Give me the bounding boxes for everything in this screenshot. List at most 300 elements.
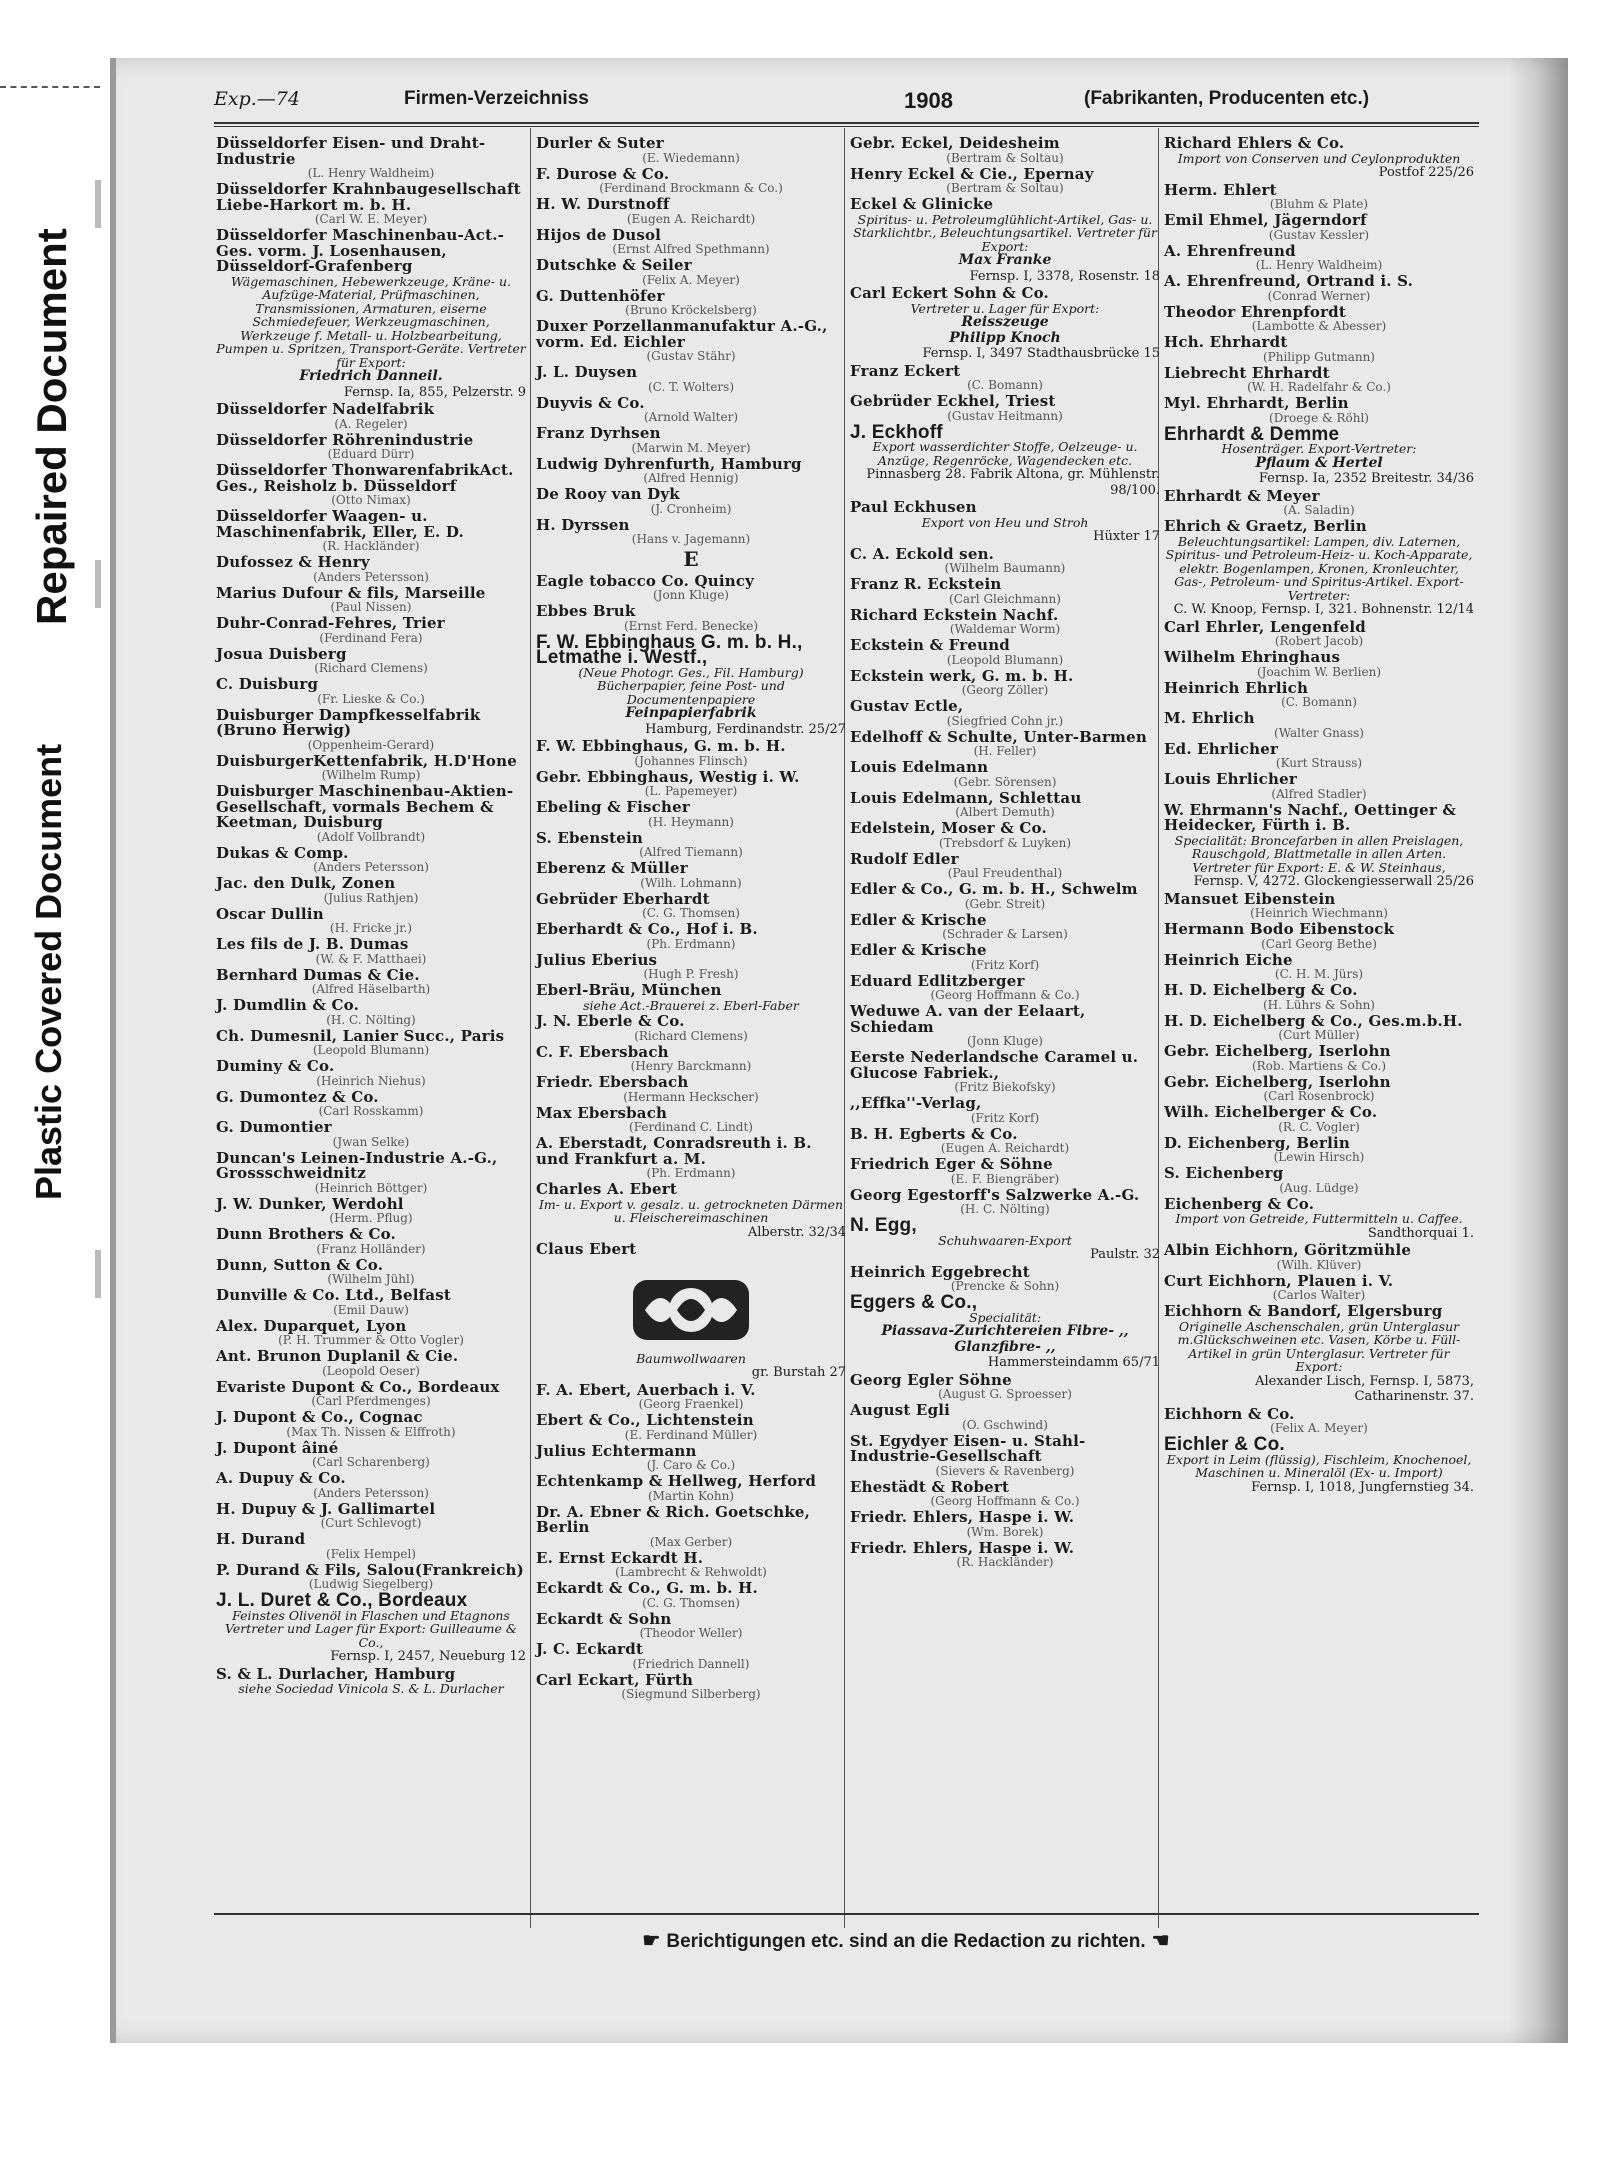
agent-name: (Martin Kohn)	[647, 1488, 735, 1503]
agent-name: (Richard Clemens)	[634, 1028, 748, 1043]
company-name: Albin Eichhorn, Göritzmühle	[1164, 1241, 1412, 1259]
agent-name: (E. Wiedemann)	[642, 150, 740, 165]
directory-entry	[850, 638, 1160, 667]
directory-entry	[1164, 302, 1474, 334]
directory-entry	[216, 1560, 526, 1592]
company-name: Henry Eckel & Cie., Epernay	[850, 164, 1094, 183]
agent-name: (L. Henry Waldheim)	[1255, 258, 1383, 272]
directory-entry	[850, 699, 1160, 728]
directory-entry	[1164, 1166, 1474, 1195]
agent-name: (Felix Hempel)	[326, 1546, 416, 1561]
directory-entry	[216, 1120, 526, 1149]
directory-entry	[1164, 136, 1474, 181]
representative: Feinpapierfabrik	[625, 705, 757, 721]
agent-name: (Felix A. Meyer)	[1270, 1421, 1368, 1435]
agent-name: (R. C. Vogler)	[1278, 1119, 1360, 1134]
agent-name: (Anders Petersson)	[313, 569, 429, 584]
company-name: DuisburgerKettenfabrik, H.D'Hone	[216, 751, 517, 770]
directory-entry	[216, 751, 526, 783]
directory-entry	[850, 788, 1160, 820]
directory-entry	[536, 922, 846, 951]
company-name: Alex. Duparquet, Lyon	[216, 1316, 407, 1335]
company-name: Dukas & Comp.	[216, 843, 349, 862]
page-subtitle: (Fabrikanten, Producenten etc.)	[1084, 88, 1370, 109]
agent-name: (Albert Demuth)	[955, 805, 1055, 819]
description: Export wasserdichter Stoffe, Oelzeuge- u. Anzüge, Regenröcke, Wagendecken etc.	[872, 439, 1138, 468]
agent-name: (P. H. Trummer & Otto Vogler)	[278, 1333, 464, 1347]
directory-entry	[850, 544, 1160, 576]
company-name: F. A. Ebert, Auerbach i. V.	[536, 1380, 756, 1399]
directory-entry	[536, 1413, 846, 1442]
directory-entry	[216, 1227, 526, 1256]
directory-entry	[850, 1510, 1160, 1539]
header-rule	[214, 126, 1479, 127]
company-name: Friedr. Ehlers, Haspe i. W.	[850, 1538, 1075, 1557]
directory-entry	[216, 965, 526, 997]
company-name: Eichhorn & Bandorf, Elgersburg	[1164, 1302, 1443, 1320]
company-name: S. Eichenberg	[1164, 1164, 1284, 1182]
repaired-document-label: Repaired Document	[28, 228, 75, 625]
company-name: Ebeling & Fischer	[536, 798, 690, 816]
agent-name: (Ferdinand Fera)	[319, 630, 423, 645]
directory-entry	[1164, 180, 1474, 212]
agent-name: (Wilh. Lohmann)	[640, 875, 742, 890]
directory-entry	[1164, 396, 1474, 425]
company-name: Jac. den Dulk, Zonen	[216, 874, 396, 892]
company-name: Friedr. Ehlers, Haspe i. W.	[850, 1508, 1075, 1526]
agent-name: (Georg Hoffmann & Co.)	[930, 988, 1080, 1002]
address: Hammersteindamm 65/71	[987, 1355, 1160, 1370]
company-name: Louis Edelmann, Schlettau	[850, 788, 1082, 807]
agent-name: (Hans v. Jagemann)	[631, 532, 751, 546]
company-name: H. D. Eichelberg & Co., Ges.m.b.H.	[1164, 1011, 1463, 1030]
directory-entry	[536, 1136, 846, 1180]
directory-entry	[1164, 650, 1474, 679]
agent-name: (Siegfried Cohn jr.)	[946, 713, 1064, 728]
company-name: Louis Edelmann	[850, 758, 989, 776]
page-header	[214, 80, 1479, 118]
company-name: C. Duisburg	[216, 675, 319, 693]
directory-entry	[850, 1157, 1160, 1186]
directory-entry	[1164, 1404, 1474, 1436]
description: Im- u. Export v. gesalz. u. getrockneten Därmen u. Fleischereimaschinen	[538, 1196, 844, 1225]
directory-entry	[1164, 1434, 1474, 1495]
directory-entry	[536, 1548, 846, 1580]
directory-entry	[1164, 363, 1474, 395]
company-name: F. W. Ebbinghaus G. m. b. H., Letmathe i. Westf.,	[536, 631, 803, 668]
agent-name: (Adolf Vollbrandt)	[316, 829, 426, 844]
company-name: J. C. Eckardt	[536, 1640, 644, 1658]
company-name: Julius Echtermann	[536, 1441, 697, 1460]
directory-entry	[216, 1087, 526, 1119]
company-name: Ludwig Dyhrenfurth, Hamburg	[536, 454, 802, 473]
description: Originelle Aschenschalen, grün Unterglasur m.Glückschweinen etc. Vasen, Körbe u. Füll-Artikel in grün Unterglasur. Vertreter für Export:	[1177, 1318, 1461, 1374]
directory-entry	[850, 1538, 1160, 1570]
agent-name: (Joachim W. Berlien)	[1256, 664, 1382, 679]
address: Alexander Lisch, Fernsp. I, 5873, Catharinenstr. 37.	[1255, 1373, 1474, 1404]
directory-entry	[536, 1380, 846, 1412]
company-name: Edler & Krische	[850, 910, 987, 929]
agent-name: (R. Hackländer)	[322, 539, 420, 553]
directory-entry	[1164, 711, 1474, 740]
agent-name: (H. Fricke jr.)	[329, 921, 413, 935]
agent-name: (Eugen A. Reichardt)	[940, 1141, 1070, 1155]
address: Pinnasberg 28. Fabrik Altona, gr. Mühlenstr. 98/100.	[866, 467, 1160, 498]
directory-entry	[850, 1124, 1160, 1156]
directory-entry	[536, 258, 846, 287]
company-name: Marius Dufour & fils, Marseille	[216, 583, 486, 602]
agent-name: (Henry Barckmann)	[630, 1059, 752, 1073]
directory-entry	[216, 1499, 526, 1531]
company-name: Echtenkamp & Hellweg, Herford	[536, 1472, 817, 1490]
agent-name: (Eugen A. Reichardt)	[626, 211, 756, 226]
directory-entry	[850, 1262, 1160, 1294]
directory-entry	[216, 1471, 526, 1500]
directory-entry	[850, 1477, 1160, 1509]
agent-name: (Richard Clemens)	[314, 661, 428, 675]
directory-entry	[1164, 335, 1474, 364]
company-name: Gebrüder Eberhardt	[536, 889, 710, 908]
company-name: Gebr. Ebbinghaus, Westig i. W.	[536, 767, 800, 786]
agent-name: (Herm. Pflug)	[329, 1211, 413, 1225]
directory-entry	[216, 555, 526, 584]
agent-name: (Kurt Strauss)	[1275, 756, 1363, 770]
directory-entry	[850, 1185, 1160, 1217]
agent-name: (J. Cronheim)	[650, 501, 732, 516]
agent-name: (Wilhelm Baumann)	[944, 561, 1066, 575]
company-name: J. Dupont âiné	[216, 1438, 339, 1457]
agent-name: (Wilhelm Rump)	[321, 768, 421, 782]
directory-entry	[536, 739, 846, 768]
agent-name: (Max Gerber)	[649, 1534, 733, 1549]
directory-entry	[216, 1377, 526, 1409]
representative: Reisszeuge	[961, 314, 1049, 330]
agent-name: (Lambotte & Abesser)	[1251, 319, 1387, 333]
company-name: Eberenz & Müller	[536, 859, 688, 877]
directory-entry	[1164, 739, 1474, 771]
directory-entry	[850, 727, 1160, 759]
directory-entry	[536, 1581, 846, 1610]
company-name: Eagle tobacco Co. Quincy	[536, 571, 755, 590]
directory-entry	[850, 164, 1160, 196]
company-name: Mansuet Eibenstein	[1164, 889, 1336, 908]
company-name: Eckstein werk, G. m. b. H.	[850, 666, 1074, 685]
agent-name: (Gustav Kessler)	[1268, 227, 1370, 242]
agent-name: (Walter Gnass)	[1274, 725, 1364, 740]
header-rule	[214, 122, 1479, 124]
company-name: Friedrich Eger & Söhne	[850, 1155, 1053, 1173]
year: 1908	[904, 88, 953, 113]
agent-name: (Jonn Kluge)	[653, 588, 729, 602]
company-name: H. Dyrssen	[536, 515, 630, 534]
footer-rule	[214, 1913, 1479, 1915]
address: Fernsp. I, 1018, Jungfernstieg 34.	[1251, 1479, 1474, 1495]
directory-entry	[850, 882, 1160, 911]
directory-entry	[216, 1255, 526, 1287]
agent-name: (Alfred Tiemann)	[639, 845, 743, 859]
agent-name: (H. Lührs & Sohn)	[1263, 997, 1375, 1012]
representative: Philipp Knoch	[949, 329, 1061, 346]
agent-name: (H. C. Nölting)	[326, 1012, 416, 1027]
agent-name: (Hugh P. Fresh)	[643, 967, 739, 981]
directory-entry	[536, 571, 846, 603]
directory-entry	[850, 1370, 1160, 1402]
agent-name: (Otto Nimax)	[331, 493, 411, 507]
agent-name: (Bruno Kröckelsberg)	[625, 303, 757, 317]
directory-entry	[1164, 772, 1474, 801]
agent-name: (Fritz Korf)	[970, 957, 1040, 972]
company-name: Duminy & Co.	[216, 1057, 335, 1075]
company-name: Ehrhardt & Demme	[1164, 423, 1340, 445]
company-name: Duisburger Dampfkesselfabrik (Bruno Herwig)	[216, 705, 481, 739]
plastic-covered-document-label: Plastic Covered Document	[28, 743, 69, 1200]
agent-name: (Bluhm & Plate)	[1269, 197, 1369, 211]
company-name: Hijos de Dusol	[536, 225, 662, 244]
company-name: J. N. Eberle & Co.	[536, 1012, 685, 1030]
directory-entry	[536, 1182, 846, 1240]
company-name: Liebrecht Ehrhardt	[1164, 363, 1330, 382]
company-name: G. Duttenhöfer	[536, 286, 665, 305]
company-name: Duncan's Leinen-Industrie A.-G., Grossschweidnitz	[216, 1148, 498, 1182]
company-name: Eberhardt & Co., Hof i. B.	[536, 920, 758, 938]
directory-entry	[536, 1042, 846, 1074]
company-name: Richard Ehlers & Co.	[1164, 134, 1345, 152]
directory-entry	[850, 394, 1160, 423]
company-name: Charles A. Ebert	[536, 1180, 677, 1198]
directory-column-4	[1164, 136, 1474, 1497]
directory-entry	[536, 1670, 846, 1702]
page-shadow	[1508, 58, 1568, 2043]
agent-name: (Trebsdorf & Luyken)	[938, 835, 1072, 850]
address: Postfof 225/26	[1378, 165, 1474, 180]
directory-entry	[536, 1242, 846, 1381]
agent-name: (C. Bomann)	[967, 378, 1043, 392]
directory-entry	[850, 1403, 1160, 1432]
directory-entry	[216, 1316, 526, 1348]
directory-entry	[850, 666, 1160, 698]
agent-name: (C. H. M. Jürs)	[1274, 967, 1364, 981]
representative: Pflaum & Hertel	[1255, 454, 1383, 471]
agent-name: (Bertram & Soltau)	[946, 150, 1064, 165]
agent-name: (Jwan Selke)	[332, 1134, 410, 1149]
company-name: Gebrüder Eckhel, Triest	[850, 392, 1056, 410]
company-name: Edelhoff & Schulte, Unter-Barmen	[850, 727, 1147, 746]
company-name: Ehrhardt & Meyer	[1164, 486, 1320, 505]
directory-entry	[216, 616, 526, 645]
company-name: Dunn, Sutton & Co.	[216, 1255, 384, 1274]
company-name: Düsseldorfer Maschinenbau-Act.-Ges. vorm. J. Losenhausen, Düsseldorf-Grafenberg	[216, 226, 505, 275]
company-name: W. Ehrmann's Nachf., Oettinger & Heidecker, Fürth i. B.	[1164, 800, 1457, 834]
company-name: J. L. Duret & Co., Bordeaux	[216, 1590, 468, 1611]
address: Paulstr. 32	[1090, 1247, 1160, 1262]
address: gr. Burstah 27	[751, 1365, 846, 1380]
directory-entry	[1164, 1304, 1474, 1405]
representative: Piassava-Zurichtereien Fibre- ,, Glanzfibre- ,,	[881, 1323, 1129, 1355]
company-name: B. H. Egberts & Co.	[850, 1124, 1018, 1143]
company-name: Düsseldorfer Nadelfabrik	[216, 400, 435, 418]
directory-entry	[1164, 617, 1474, 649]
company-name: Julius Eberius	[536, 950, 658, 969]
company-name: Edelstein, Moser & Co.	[850, 819, 1047, 837]
company-name: A. Eberstadt, Conradsreuth i. B. und Frankfurt a. M.	[536, 1134, 812, 1168]
directory-entry	[1164, 1105, 1474, 1134]
agent-name: (Alfred Häselbarth)	[311, 982, 431, 996]
agent-name: (Carl Pferdmenges)	[311, 1394, 431, 1408]
directory-entry	[216, 843, 526, 875]
directory-entry	[536, 1103, 846, 1135]
company-name: H. D. Eichelberg & Co.	[1164, 981, 1358, 999]
company-name: Heinrich Eggebrecht	[850, 1262, 1030, 1281]
agent-name: (Marwin M. Meyer)	[631, 440, 751, 455]
agent-name: (August G. Sproesser)	[938, 1387, 1072, 1401]
agent-name: (E. F. Biengräber)	[950, 1171, 1060, 1186]
company-name: Heinrich Eiche	[1164, 950, 1293, 969]
directory-entry	[850, 1215, 1160, 1263]
description: Hosenträger. Export-Vertreter:	[1221, 441, 1417, 456]
directory-entry	[850, 821, 1160, 850]
agent-name: (C. Bomann)	[1281, 695, 1357, 709]
company-name: G. Dumontier	[216, 1118, 332, 1136]
directory-entry	[1164, 274, 1474, 303]
directory-entry	[536, 197, 846, 226]
agent-name: (Droege & Röhl)	[1269, 410, 1369, 425]
agent-name: (Ernst Alfred Spethmann)	[612, 242, 770, 256]
directory-entry	[1164, 213, 1474, 242]
company-name: Carl Ehrler, Lengenfeld	[1164, 617, 1366, 636]
agent-name: (Fritz Korf)	[970, 1110, 1040, 1125]
directory-entry	[1164, 678, 1474, 710]
company-name: Myl. Ehrhardt, Berlin	[1164, 394, 1349, 412]
directory-entry	[216, 998, 526, 1027]
page-title: Firmen-Verzeichniss	[404, 88, 589, 109]
company-name: Ed. Ehrlicher	[1164, 739, 1279, 758]
description: siehe Act.-Brauerei z. Eberl-Faber	[583, 997, 799, 1013]
company-name: Paul Eckhusen	[850, 498, 977, 516]
description: Baumwollwaaren	[636, 1350, 746, 1366]
company-name: Eichhorn & Co.	[1164, 1404, 1295, 1423]
company-name: Gebr. Eckel, Deidesheim	[850, 134, 1060, 152]
column-divider	[530, 128, 531, 1928]
agent-name: (Johannes Flinsch)	[634, 753, 748, 768]
agent-name: (Leopold Blumann)	[312, 1043, 430, 1057]
company-name: C. F. Ebersbach	[536, 1042, 669, 1061]
company-name: Wilh. Eichelberger & Co.	[1164, 1103, 1378, 1121]
agent-name: (Franz Holländer)	[316, 1241, 426, 1256]
agent-name: (Curt Schlevogt)	[320, 1516, 422, 1530]
directory-entry	[216, 136, 526, 180]
directory-entry	[536, 1502, 846, 1549]
agent-name: (A. Regeler)	[334, 416, 408, 431]
directory-entry	[216, 463, 526, 507]
company-name: Düsseldorfer ThonwarenfabrikAct. Ges., Reisholz b. Düsseldorf	[216, 461, 514, 495]
directory-entry	[216, 1288, 526, 1317]
company-name: H. Dupuy & J. Gallimartel	[216, 1499, 436, 1518]
company-name: Hermann Bodo Eibenstock	[1164, 920, 1395, 938]
directory-entry	[1164, 922, 1474, 951]
company-name: Bernhard Dumas & Cie.	[216, 965, 420, 984]
company-name: J. Eckhoff	[850, 421, 943, 443]
directory-entry	[216, 1590, 526, 1665]
company-name: Edler & Co., G. m. b. H., Schwelm	[850, 880, 1138, 898]
company-name: Duisburger Maschinenbau-Aktien-Gesellschaft, vormals Bechem & Keetman, Duisburg	[216, 782, 514, 831]
company-name: Oscar Dullin	[216, 904, 324, 923]
description: Export in Leim (flüssig), Fischleim, Knochenoel, Maschinen u. Mineralöl (Ex- u. Import)	[1166, 1451, 1472, 1480]
directory-entry	[216, 182, 526, 226]
company-name: Dunn Brothers & Co.	[216, 1225, 396, 1243]
pointing-hand-icon: ☛	[642, 1930, 661, 1952]
agent-name: (Robert Jacob)	[1274, 634, 1364, 648]
company-name: Düsseldorfer Eisen- und Draht-Industrie	[216, 134, 486, 168]
company-name: Ebbes Bruk	[536, 602, 636, 620]
agent-name: (Gustav Stähr)	[646, 349, 736, 363]
company-name: Theodor Ehrenpfordt	[1164, 302, 1346, 321]
company-name: H. W. Durstnoff	[536, 195, 670, 213]
description: Import von Getreide, Futtermitteln u. Caffee.	[1175, 1211, 1463, 1226]
company-name: Eckel & Glinicke	[850, 195, 994, 213]
company-name: A. Ehrenfreund, Ortrand i. S.	[1164, 272, 1414, 290]
agent-name: (Lambrecht & Rehwoldt)	[615, 1565, 767, 1579]
agent-name: (Siegmund Silberberg)	[621, 1687, 761, 1701]
company-name: Ch. Dumesnil, Lanier Succ., Paris	[216, 1026, 505, 1045]
address: Fernsp. V, 4272. Glockengiesserwall 25/26	[1193, 874, 1474, 889]
directory-entry	[1164, 1271, 1474, 1303]
address: Fernsp. Ia, 855, Pelzerstr. 9	[343, 384, 526, 400]
agent-name: (Aug. Lüdge)	[1279, 1180, 1359, 1195]
company-name: Dutschke & Seiler	[536, 256, 692, 274]
company-name: Richard Eckstein Nachf.	[850, 605, 1059, 624]
agent-name: (Ludwig Siegelberg)	[308, 1577, 434, 1591]
directory-entry	[1164, 1011, 1474, 1043]
company-name: Ehestädt & Robert	[850, 1477, 1010, 1496]
directory-column-2	[536, 136, 846, 1703]
agent-name: (Ferdinand Brockmann & Co.)	[599, 181, 783, 195]
company-name: Eggers & Co.,	[850, 1292, 978, 1313]
company-name: Wilhelm Ehringhaus	[1164, 648, 1341, 666]
company-name: Louis Ehrlicher	[1164, 770, 1297, 788]
description: Schuhwaaren-Export	[938, 1232, 1072, 1248]
directory-entry	[536, 604, 846, 633]
agent-name: (Oppenheim-Gerard)	[307, 737, 435, 752]
company-name: Georg Egler Söhne	[850, 1370, 1012, 1389]
company-name: Friedr. Ebersbach	[536, 1073, 689, 1091]
directory-entry	[1164, 519, 1474, 618]
directory-column-3	[850, 136, 1160, 1571]
directory-entry	[850, 361, 1160, 393]
agent-name: (Julius Rathjen)	[323, 890, 419, 905]
agent-name: (J. Caro & Co.)	[646, 1458, 736, 1472]
directory-entry	[1164, 1044, 1474, 1073]
directory-entry	[536, 454, 846, 486]
agent-name: (Curt Müller)	[1278, 1028, 1360, 1042]
agent-name: (Philipp Gutmann)	[1263, 349, 1375, 364]
directory-column-1	[216, 136, 526, 1698]
address: Hamburg, Ferdinandstr. 25/27	[645, 721, 846, 737]
directory-entry	[536, 365, 846, 394]
agent-name: (Fr. Lieske & Co.)	[317, 691, 425, 706]
directory-entry	[1164, 1072, 1474, 1104]
directory-entry	[536, 426, 846, 455]
agent-name: (Rob. Martiens & Co.)	[1251, 1058, 1387, 1073]
directory-entry	[850, 1431, 1160, 1478]
agent-name: (R. Hackländer)	[956, 1555, 1054, 1569]
agent-name: (Hermann Heckscher)	[623, 1089, 759, 1104]
company-name: J. W. Dunker, Werdohl	[216, 1194, 404, 1213]
agent-name: (Anders Petersson)	[313, 1485, 429, 1500]
company-name: G. Dumontez & Co.	[216, 1087, 379, 1106]
directory-entry	[850, 760, 1160, 789]
directory-entry	[536, 800, 846, 829]
directory-entry	[1164, 1194, 1474, 1242]
